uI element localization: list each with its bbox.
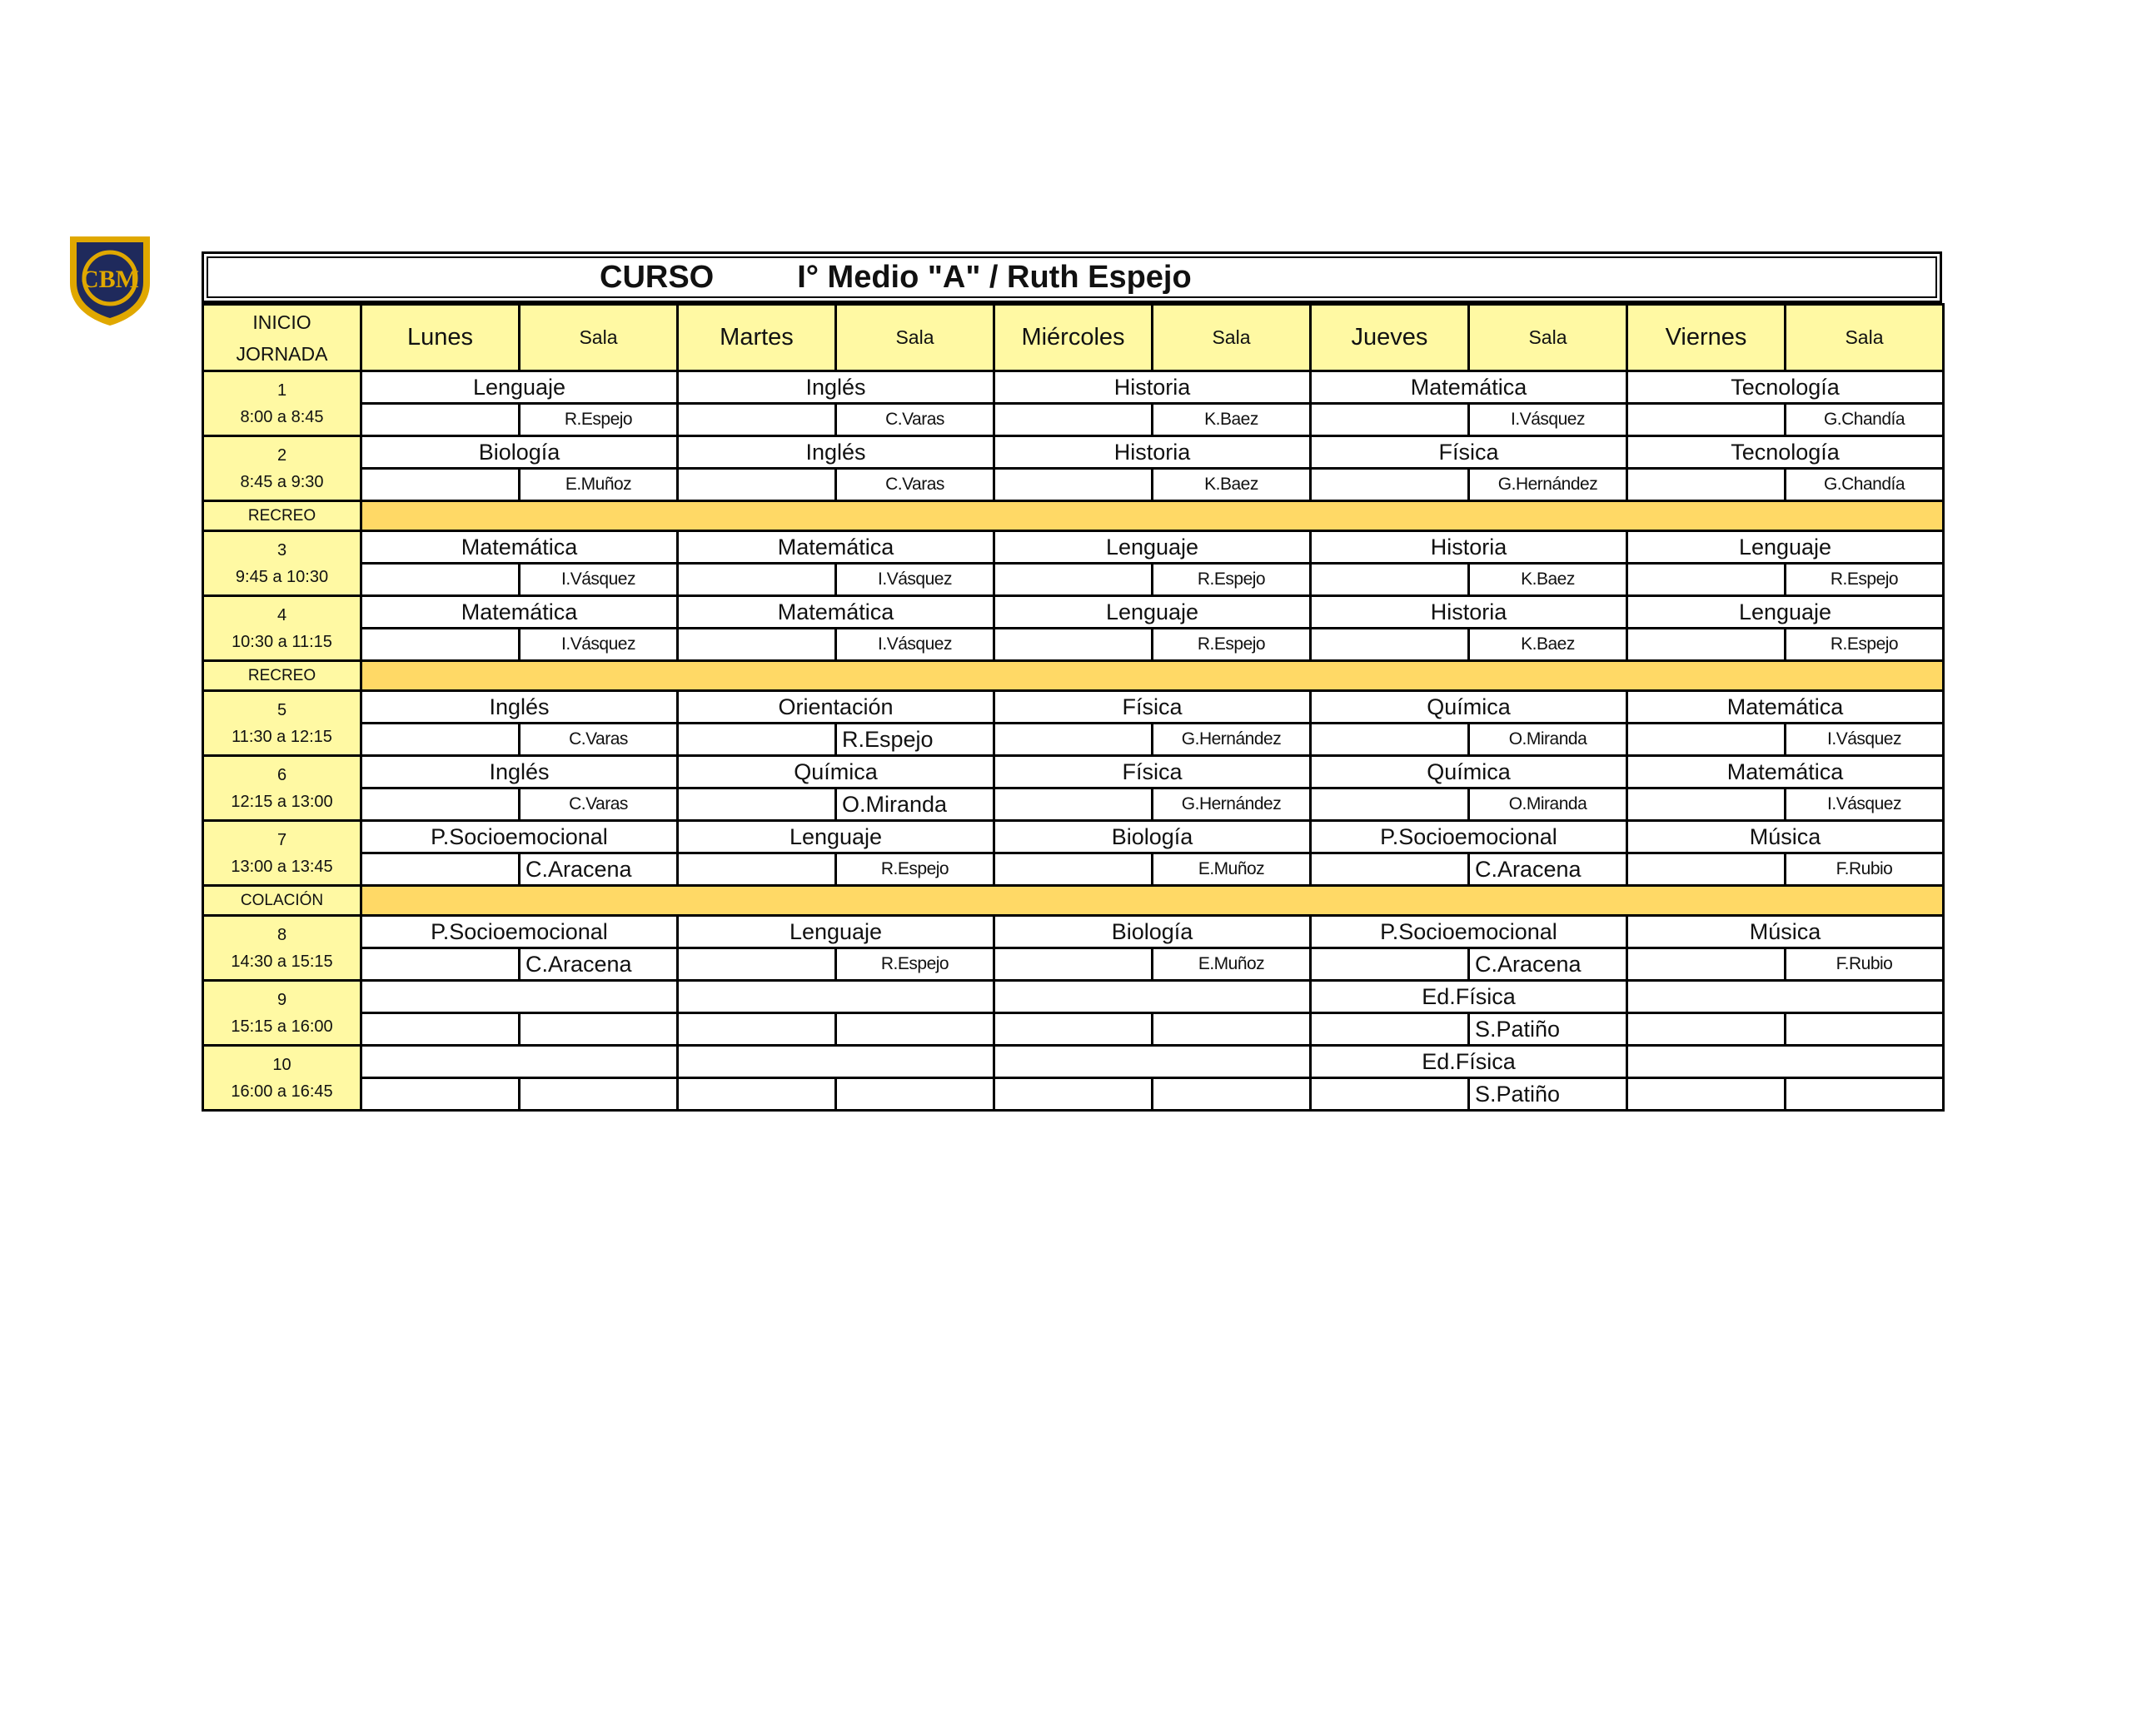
room-cell bbox=[994, 404, 1153, 436]
teacher-cell: G.Hernández bbox=[1153, 724, 1311, 756]
room-cell bbox=[1311, 724, 1469, 756]
header-row bbox=[203, 305, 1944, 371]
block-number: 8 bbox=[276, 925, 287, 944]
subject-cell: Inglés bbox=[678, 436, 994, 469]
teacher-cell: R.Espejo bbox=[1153, 629, 1311, 661]
block-subject-row bbox=[203, 531, 1944, 564]
subject-cell: Biología bbox=[994, 821, 1311, 853]
room-cell bbox=[1311, 469, 1469, 501]
subject-cell: Química bbox=[678, 756, 994, 788]
teacher-cell: C.Varas bbox=[520, 788, 678, 821]
block-time: 10:30 a 11:15 bbox=[232, 632, 332, 651]
subject-cell: Matemática bbox=[361, 596, 678, 629]
subject-cell: Lenguaje bbox=[678, 821, 994, 853]
teacher-cell: E.Muñoz bbox=[1153, 853, 1311, 886]
subject-cell: P.Socioemocional bbox=[361, 916, 678, 948]
subject-cell: Lenguaje bbox=[1627, 596, 1944, 629]
subject-cell: Ed.Física bbox=[1311, 981, 1627, 1013]
subject-cell: P.Socioemocional bbox=[361, 821, 678, 853]
room-cell bbox=[1627, 564, 1786, 596]
room-cell bbox=[678, 788, 836, 821]
room-cell bbox=[994, 629, 1153, 661]
block-cell bbox=[203, 531, 361, 596]
teacher-cell bbox=[1786, 1078, 1944, 1111]
room-cell bbox=[1311, 629, 1469, 661]
teacher-cell: R.Espejo bbox=[1153, 564, 1311, 596]
subject-cell: Ed.Física bbox=[1311, 1046, 1627, 1078]
subject-cell: Matemática bbox=[678, 596, 994, 629]
subject-cell: Química bbox=[1311, 756, 1627, 788]
room-cell bbox=[1627, 404, 1786, 436]
block-cell bbox=[203, 436, 361, 501]
subject-cell: Lenguaje bbox=[678, 916, 994, 948]
subject-cell: Inglés bbox=[361, 691, 678, 724]
room-cell bbox=[1311, 404, 1469, 436]
subject-cell: Física bbox=[1311, 436, 1627, 469]
teacher-cell: C.Varas bbox=[520, 724, 678, 756]
subject-cell: Tecnología bbox=[1627, 371, 1944, 404]
room-cell bbox=[994, 788, 1153, 821]
teacher-cell: C.Varas bbox=[836, 404, 994, 436]
block-cell bbox=[203, 596, 361, 661]
teacher-cell: E.Muñoz bbox=[1153, 948, 1311, 981]
room-cell bbox=[1627, 1078, 1786, 1111]
block-teacher-row bbox=[203, 853, 1944, 886]
subject-cell: Matemática bbox=[361, 531, 678, 564]
block-time: 13:00 a 13:45 bbox=[231, 857, 333, 876]
sala-header: Sala bbox=[520, 305, 678, 371]
schedule-table bbox=[202, 303, 1945, 1112]
teacher-cell: I.Vásquez bbox=[520, 564, 678, 596]
break-label: RECREO bbox=[203, 501, 361, 531]
block-header bbox=[203, 305, 361, 371]
teacher-cell: R.Espejo bbox=[836, 948, 994, 981]
room-cell bbox=[1311, 853, 1469, 886]
day-header: Miércoles bbox=[994, 305, 1153, 371]
teacher-cell: S.Patiño bbox=[1469, 1078, 1627, 1111]
block-subject-row bbox=[203, 821, 1944, 853]
block-cell bbox=[203, 1046, 361, 1111]
block-teacher-row bbox=[203, 724, 1944, 756]
subject-cell: Inglés bbox=[361, 756, 678, 788]
sala-header: Sala bbox=[1153, 305, 1311, 371]
teacher-cell bbox=[520, 1013, 678, 1046]
teacher-cell bbox=[1153, 1013, 1311, 1046]
teacher-cell: C.Varas bbox=[836, 469, 994, 501]
block-number: 10 bbox=[272, 1055, 291, 1074]
block-teacher-row bbox=[203, 469, 1944, 501]
teacher-cell: I.Vásquez bbox=[520, 629, 678, 661]
block-teacher-row bbox=[203, 1013, 1944, 1046]
room-cell bbox=[678, 404, 836, 436]
block-subject-row bbox=[203, 981, 1944, 1013]
teacher-cell bbox=[836, 1078, 994, 1111]
teacher-cell: R.Espejo bbox=[836, 724, 994, 756]
subject-cell: Matemática bbox=[1627, 691, 1944, 724]
block-number: 4 bbox=[276, 605, 287, 624]
room-cell bbox=[678, 724, 836, 756]
teacher-cell: E.Muñoz bbox=[520, 469, 678, 501]
subject-cell: Química bbox=[1311, 691, 1627, 724]
block-cell bbox=[203, 756, 361, 821]
subject-cell: Lenguaje bbox=[361, 371, 678, 404]
teacher-cell: F.Rubio bbox=[1786, 948, 1944, 981]
block-number: 5 bbox=[276, 700, 287, 719]
block-subject-row bbox=[203, 691, 1944, 724]
break-label: RECREO bbox=[203, 661, 361, 691]
room-cell bbox=[1627, 853, 1786, 886]
block-number: 7 bbox=[276, 830, 287, 849]
subject-cell: Matemática bbox=[678, 531, 994, 564]
block-subject-row bbox=[203, 1046, 1944, 1078]
teacher-cell: O.Miranda bbox=[1469, 788, 1627, 821]
subject-cell bbox=[1627, 981, 1944, 1013]
room-cell bbox=[994, 724, 1153, 756]
sala-header: Sala bbox=[1469, 305, 1627, 371]
teacher-cell: G.Hernández bbox=[1469, 469, 1627, 501]
block-time: 16:00 a 16:45 bbox=[231, 1082, 333, 1101]
room-cell bbox=[1627, 724, 1786, 756]
block-subject-row bbox=[203, 436, 1944, 469]
room-cell bbox=[1311, 788, 1469, 821]
block-time: 8:45 a 9:30 bbox=[240, 472, 324, 491]
room-cell bbox=[678, 853, 836, 886]
room-cell bbox=[361, 788, 520, 821]
block-number: 6 bbox=[276, 765, 287, 784]
break-bar bbox=[361, 886, 1944, 916]
teacher-cell: C.Aracena bbox=[520, 948, 678, 981]
block-time: 8:00 a 8:45 bbox=[240, 407, 324, 426]
block-subject-row bbox=[203, 756, 1944, 788]
teacher-cell: I.Vásquez bbox=[836, 564, 994, 596]
school-crest-icon bbox=[67, 231, 153, 327]
room-cell bbox=[1627, 948, 1786, 981]
block-time: 11:30 a 12:15 bbox=[232, 727, 332, 746]
title-box bbox=[202, 251, 1942, 303]
teacher-cell: R.Espejo bbox=[520, 404, 678, 436]
teacher-cell bbox=[1153, 1078, 1311, 1111]
block-teacher-row bbox=[203, 564, 1944, 596]
teacher-cell: G.Chandía bbox=[1786, 404, 1944, 436]
subject-cell: Lenguaje bbox=[1627, 531, 1944, 564]
room-cell bbox=[1627, 1013, 1786, 1046]
block-number: 3 bbox=[276, 540, 287, 560]
teacher-cell bbox=[836, 1013, 994, 1046]
subject-cell: Historia bbox=[1311, 596, 1627, 629]
room-cell bbox=[361, 469, 520, 501]
room-cell bbox=[678, 629, 836, 661]
teacher-cell: C.Aracena bbox=[1469, 853, 1627, 886]
room-cell bbox=[678, 469, 836, 501]
teacher-cell: R.Espejo bbox=[1786, 564, 1944, 596]
room-cell bbox=[994, 948, 1153, 981]
block-number: 9 bbox=[276, 990, 287, 1009]
subject-cell: Física bbox=[994, 691, 1311, 724]
room-cell bbox=[1311, 948, 1469, 981]
block-number: 2 bbox=[276, 445, 287, 465]
subject-cell: Física bbox=[994, 756, 1311, 788]
break-row bbox=[203, 661, 1944, 691]
block-teacher-row bbox=[203, 948, 1944, 981]
teacher-cell: K.Baez bbox=[1153, 469, 1311, 501]
subject-cell bbox=[678, 981, 994, 1013]
subject-cell bbox=[1627, 1046, 1944, 1078]
subject-cell bbox=[361, 981, 678, 1013]
block-header-line2: JORNADA bbox=[236, 342, 328, 365]
teacher-cell: R.Espejo bbox=[1786, 629, 1944, 661]
block-cell bbox=[203, 371, 361, 436]
course-label: CURSO bbox=[600, 259, 715, 295]
subject-cell bbox=[678, 1046, 994, 1078]
room-cell bbox=[994, 853, 1153, 886]
block-header-line1: INICIO bbox=[252, 311, 311, 333]
schedule-sheet bbox=[202, 251, 1942, 1112]
course-title: I° Medio "A" / Ruth Espejo bbox=[797, 259, 1192, 295]
block-time: 12:15 a 13:00 bbox=[231, 792, 333, 811]
room-cell bbox=[1627, 469, 1786, 501]
subject-cell: Historia bbox=[994, 436, 1311, 469]
block-cell bbox=[203, 691, 361, 756]
block-number: 1 bbox=[276, 381, 287, 400]
room-cell bbox=[361, 404, 520, 436]
subject-cell: Lenguaje bbox=[994, 596, 1311, 629]
subject-cell bbox=[994, 981, 1311, 1013]
subject-cell: Música bbox=[1627, 916, 1944, 948]
room-cell bbox=[361, 724, 520, 756]
teacher-cell bbox=[1786, 1013, 1944, 1046]
block-subject-row bbox=[203, 371, 1944, 404]
room-cell bbox=[678, 1078, 836, 1111]
teacher-cell: I.Vásquez bbox=[1786, 788, 1944, 821]
room-cell bbox=[994, 1013, 1153, 1046]
room-cell bbox=[994, 469, 1153, 501]
break-row bbox=[203, 501, 1944, 531]
subject-cell bbox=[361, 1046, 678, 1078]
subject-cell: Matemática bbox=[1627, 756, 1944, 788]
teacher-cell: I.Vásquez bbox=[1469, 404, 1627, 436]
teacher-cell: F.Rubio bbox=[1786, 853, 1944, 886]
block-subject-row bbox=[203, 596, 1944, 629]
teacher-cell: G.Chandía bbox=[1786, 469, 1944, 501]
room-cell bbox=[1311, 564, 1469, 596]
teacher-cell bbox=[520, 1078, 678, 1111]
teacher-cell: O.Miranda bbox=[836, 788, 994, 821]
room-cell bbox=[361, 629, 520, 661]
teacher-cell: S.Patiño bbox=[1469, 1013, 1627, 1046]
room-cell bbox=[1311, 1013, 1469, 1046]
room-cell bbox=[994, 1078, 1153, 1111]
teacher-cell: O.Miranda bbox=[1469, 724, 1627, 756]
room-cell bbox=[678, 948, 836, 981]
subject-cell: Lenguaje bbox=[994, 531, 1311, 564]
room-cell bbox=[678, 564, 836, 596]
block-cell bbox=[203, 981, 361, 1046]
room-cell bbox=[678, 1013, 836, 1046]
subject-cell bbox=[994, 1046, 1311, 1078]
block-teacher-row bbox=[203, 629, 1944, 661]
day-header: Jueves bbox=[1311, 305, 1469, 371]
subject-cell: Inglés bbox=[678, 371, 994, 404]
subject-cell: Historia bbox=[994, 371, 1311, 404]
break-bar bbox=[361, 661, 1944, 691]
day-header: Viernes bbox=[1627, 305, 1786, 371]
block-time: 14:30 a 15:15 bbox=[231, 952, 333, 971]
block-time: 15:15 a 16:00 bbox=[231, 1017, 333, 1036]
block-time: 9:45 a 10:30 bbox=[235, 567, 329, 586]
room-cell bbox=[994, 564, 1153, 596]
day-header: Martes bbox=[678, 305, 836, 371]
day-header: Lunes bbox=[361, 305, 520, 371]
room-cell bbox=[361, 564, 520, 596]
subject-cell: Biología bbox=[361, 436, 678, 469]
subject-cell: Historia bbox=[1311, 531, 1627, 564]
subject-cell: Tecnología bbox=[1627, 436, 1944, 469]
room-cell bbox=[361, 1078, 520, 1111]
teacher-cell: I.Vásquez bbox=[836, 629, 994, 661]
subject-cell: Biología bbox=[994, 916, 1311, 948]
room-cell bbox=[361, 853, 520, 886]
room-cell bbox=[1627, 788, 1786, 821]
block-teacher-row bbox=[203, 404, 1944, 436]
break-bar bbox=[361, 501, 1944, 531]
teacher-cell: C.Aracena bbox=[1469, 948, 1627, 981]
subject-cell: Música bbox=[1627, 821, 1944, 853]
subject-cell: P.Socioemocional bbox=[1311, 916, 1627, 948]
sala-header: Sala bbox=[836, 305, 994, 371]
teacher-cell: C.Aracena bbox=[520, 853, 678, 886]
block-cell bbox=[203, 821, 361, 886]
teacher-cell: I.Vásquez bbox=[1786, 724, 1944, 756]
block-teacher-row bbox=[203, 788, 1944, 821]
teacher-cell: R.Espejo bbox=[836, 853, 994, 886]
subject-cell: Orientación bbox=[678, 691, 994, 724]
teacher-cell: K.Baez bbox=[1153, 404, 1311, 436]
room-cell bbox=[1311, 1078, 1469, 1111]
teacher-cell: K.Baez bbox=[1469, 564, 1627, 596]
block-teacher-row bbox=[203, 1078, 1944, 1111]
subject-cell: Matemática bbox=[1311, 371, 1627, 404]
room-cell bbox=[1627, 629, 1786, 661]
block-subject-row bbox=[203, 916, 1944, 948]
sala-header: Sala bbox=[1786, 305, 1944, 371]
room-cell bbox=[361, 948, 520, 981]
room-cell bbox=[361, 1013, 520, 1046]
teacher-cell: K.Baez bbox=[1469, 629, 1627, 661]
teacher-cell: G.Hernández bbox=[1153, 788, 1311, 821]
break-label: COLACIÓN bbox=[203, 886, 361, 916]
block-cell bbox=[203, 916, 361, 981]
svg-text:CBM: CBM bbox=[81, 266, 139, 293]
subject-cell: P.Socioemocional bbox=[1311, 821, 1627, 853]
break-row bbox=[203, 886, 1944, 916]
